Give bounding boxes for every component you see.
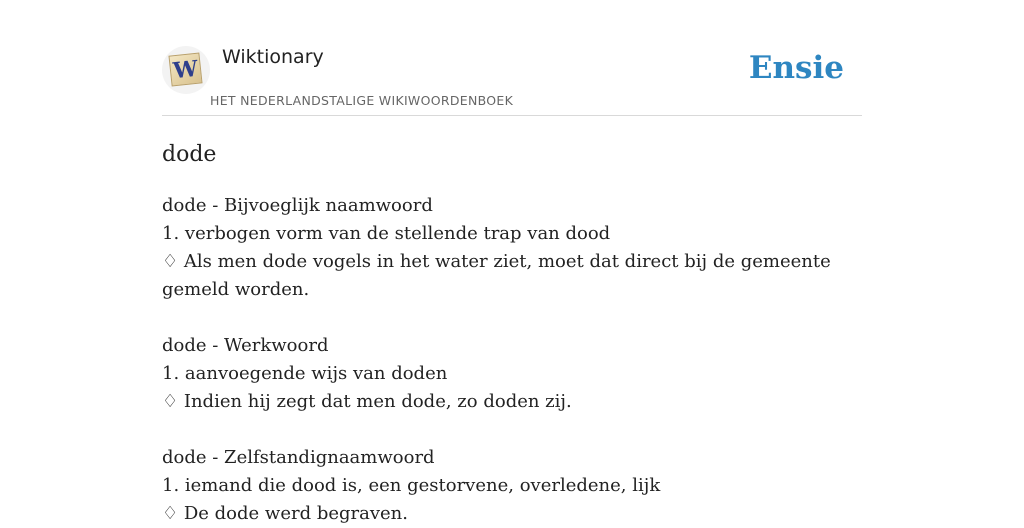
entry-example: ♢ Als men dode vogels in het water ziet, moet dat direct bij de gemeente gemeld worden.	[162, 251, 831, 300]
ensie-brand-link[interactable]: Ensie	[748, 50, 844, 86]
entry-definition: 1. iemand die dood is, een gestorvene, overledene, lijk	[162, 475, 661, 496]
site-title[interactable]: Wiktionary	[222, 46, 324, 68]
page-title: dode	[162, 142, 217, 167]
page	[162, 0, 862, 528]
logo-tile-icon: W	[168, 52, 202, 86]
wiktionary-logo[interactable]	[162, 46, 210, 94]
entries-list	[162, 192, 862, 528]
entry-example: ♢ Indien hij zegt dat men dode, zo doden zij.	[162, 391, 572, 412]
entry-noun	[162, 444, 862, 528]
entry-heading: dode - Bijvoeglijk naamwoord	[162, 195, 433, 216]
entry-definition: 1. verbogen vorm van de stellende trap van dood	[162, 223, 611, 244]
entry-verb	[162, 332, 862, 416]
entry-example: ♢ De dode werd begraven.	[162, 503, 408, 524]
site-subtitle: HET NEDERLANDSTALIGE WIKIWOORDENBOEK	[210, 93, 514, 108]
site-header	[162, 0, 862, 116]
entry-adjective	[162, 192, 862, 304]
entry-definition: 1. aanvoegende wijs van doden	[162, 363, 448, 384]
entry-heading: dode - Zelfstandignaamwoord	[162, 447, 435, 468]
entry-heading: dode - Werkwoord	[162, 335, 329, 356]
